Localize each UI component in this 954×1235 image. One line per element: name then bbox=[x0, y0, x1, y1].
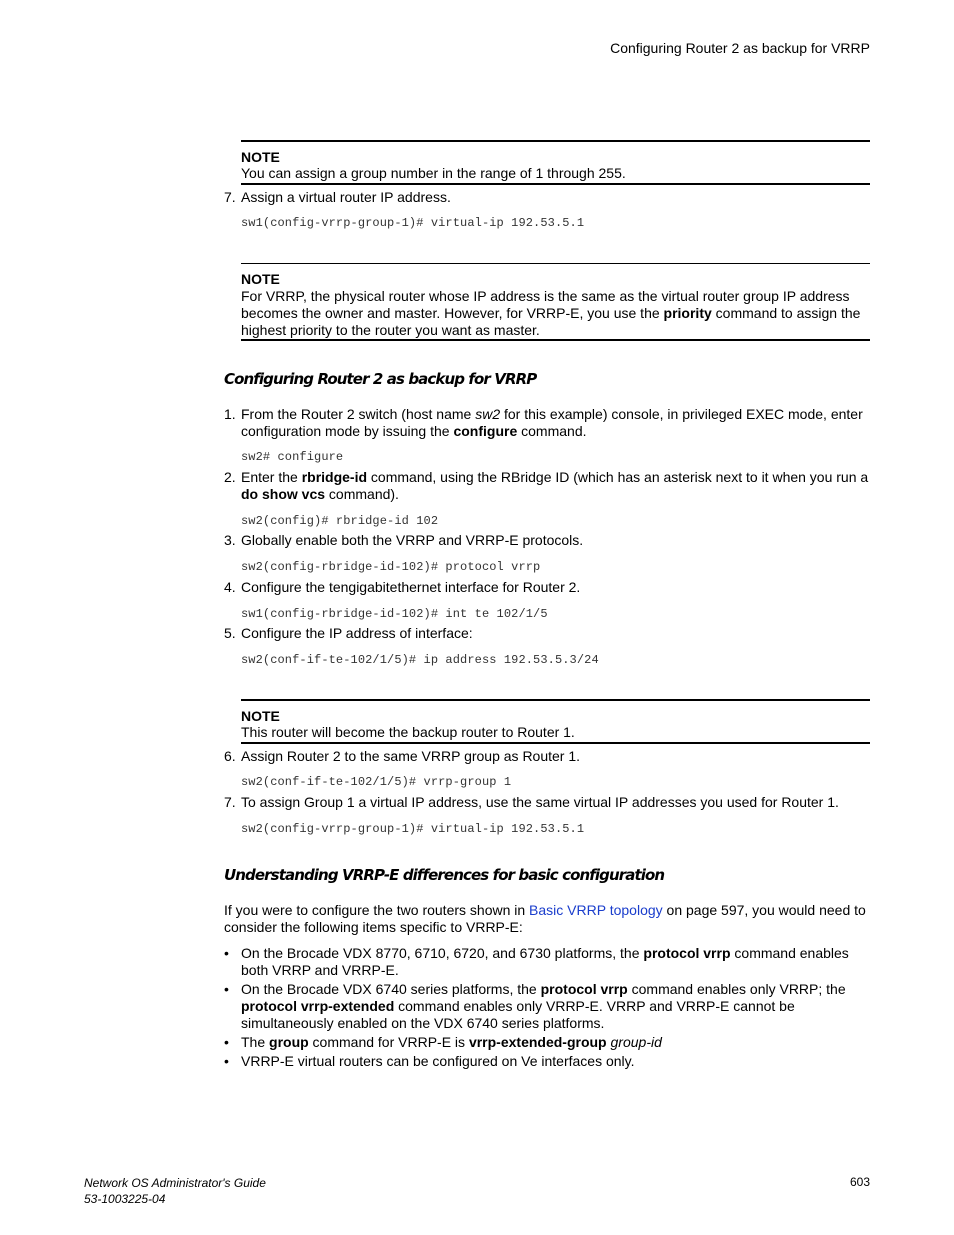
bullet-marker: • bbox=[224, 945, 229, 961]
intro-paragraph: If you were to configure the two routers shown in Basic VRRP topology on page 597, you would need to consider the following items specific to VRRP-E: bbox=[224, 902, 866, 935]
page-number: 603 bbox=[849, 1175, 870, 1189]
step-text: From the Router 2 switch (host name sw2 for this example) console, in privileged EXEC mode, enter configuration mode by issuing the configure command. bbox=[241, 406, 863, 439]
step-number: 7. bbox=[224, 794, 236, 810]
note-label: NOTE bbox=[241, 708, 280, 724]
step-number: 4. bbox=[224, 579, 236, 595]
code-line: sw2(config-vrrp-group-1)# virtual-ip 192.53.5.1 bbox=[241, 822, 585, 836]
bullet-text: The group command for VRRP-E is vrrp-extended-group group-id bbox=[241, 1034, 662, 1050]
step-number: 2. bbox=[224, 469, 236, 485]
step-text: Assign Router 2 to the same VRRP group as Router 1. bbox=[241, 748, 581, 764]
footer-doc-id: 53-1003225-04 bbox=[84, 1192, 166, 1206]
note-bottom-rule bbox=[241, 339, 870, 341]
note-top-rule bbox=[241, 140, 870, 142]
bullet-marker: • bbox=[224, 1034, 229, 1050]
step-text: Globally enable both the VRRP and VRRP-E protocols. bbox=[241, 532, 584, 548]
step-number: 6. bbox=[224, 748, 236, 764]
note-top-rule bbox=[241, 699, 870, 701]
note-bottom-rule bbox=[241, 183, 870, 185]
code-line: sw2(conf-if-te-102/1/5)# ip address 192.53.5.3/24 bbox=[241, 653, 599, 667]
step-text: Assign a virtual router IP address. bbox=[241, 189, 451, 205]
code-line: sw1(config-vrrp-group-1)# virtual-ip 192.53.5.1 bbox=[241, 216, 585, 230]
note-text: This router will become the backup router to Router 1. bbox=[241, 724, 575, 740]
note-text: For VRRP, the physical router whose IP address is the same as the virtual router group IP address becomes the owner and master. However, for VRRP-E, you use the priority command to assign the highest priority to the router you want as master. bbox=[241, 288, 861, 338]
code-line: sw2(config-rbridge-id-102)# protocol vrrp bbox=[241, 560, 541, 574]
note-bottom-rule bbox=[241, 742, 870, 744]
basic-vrrp-topology-link[interactable]: Basic VRRP topology bbox=[529, 902, 663, 918]
code-line: sw2(config)# rbridge-id 102 bbox=[241, 514, 439, 528]
step-number: 5. bbox=[224, 625, 236, 641]
step-text: Configure the IP address of interface: bbox=[241, 625, 473, 641]
note-label: NOTE bbox=[241, 271, 280, 287]
step-text: Enter the rbridge-id command, using the RBridge ID (which has an asterisk next to it when you run a do show vcs command). bbox=[241, 469, 869, 502]
note-label: NOTE bbox=[241, 149, 280, 165]
section-heading: Understanding VRRP-E differences for basic configuration bbox=[224, 866, 665, 884]
step-number: 1. bbox=[224, 406, 236, 422]
step-text: To assign Group 1 a virtual IP address, use the same virtual IP addresses you used for Router 1. bbox=[241, 794, 839, 810]
bullet-text: On the Brocade VDX 8770, 6710, 6720, and 6730 platforms, the protocol vrrp command enables both VRRP and VRRP-E. bbox=[241, 945, 849, 978]
note-top-rule bbox=[241, 263, 870, 264]
section-heading: Configuring Router 2 as backup for VRRP bbox=[224, 370, 537, 388]
step-number: 7. bbox=[224, 189, 236, 205]
step-number: 3. bbox=[224, 532, 236, 548]
code-line: sw2# configure bbox=[241, 450, 344, 464]
code-line: sw1(config-rbridge-id-102)# int te 102/1/5 bbox=[241, 607, 548, 621]
running-header: Configuring Router 2 as backup for VRRP bbox=[610, 40, 870, 56]
bullet-marker: • bbox=[224, 981, 229, 997]
step-text: Configure the tengigabitethernet interface for Router 2. bbox=[241, 579, 581, 595]
bullet-marker: • bbox=[224, 1053, 229, 1069]
bullet-text: VRRP-E virtual routers can be configured on Ve interfaces only. bbox=[241, 1053, 635, 1069]
footer-guide-title: Network OS Administrator's Guide bbox=[84, 1176, 266, 1190]
code-line: sw2(conf-if-te-102/1/5)# vrrp-group 1 bbox=[241, 775, 512, 789]
bullet-text: On the Brocade VDX 6740 series platforms, the protocol vrrp command enables only VRRP; the protocol vrrp-extended command enables only VRRP-E. VRRP and VRRP-E cannot be simultaneously enabled on the VDX 6740 series platforms. bbox=[241, 981, 846, 1031]
note-text: You can assign a group number in the range of 1 through 255. bbox=[241, 165, 626, 181]
